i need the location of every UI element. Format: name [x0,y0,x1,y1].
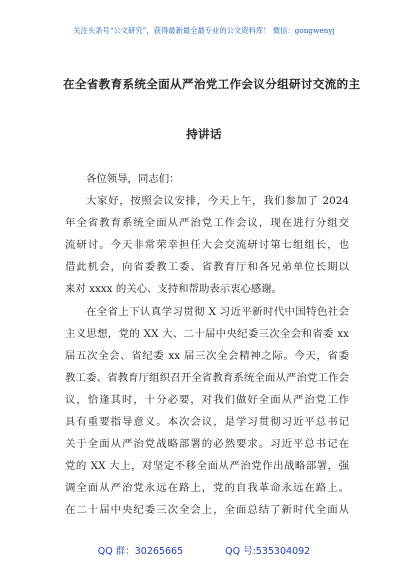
paragraph-1-line: 借此机会，向省委教工委、省教育厅和各兄弟单位长期以 [65,261,349,274]
qq-number: QQ 号:535304092 [225,546,311,557]
footer-contact [0,543,408,557]
paragraph-1-line: 来对 xxxx 的关心、支持和帮助表示衷心感谢。 [65,283,283,296]
document-title-line-1: 在全省教育系统全面从严治党工作会议分组研讨交流的主 [63,77,361,91]
paragraph-2-line: 具有重要指导意义。本次会议，是学习贯彻习近平总书记 [65,416,349,429]
paragraph-1-line: 流研讨。今天非常荣幸担任大会交流研讨第七组组长，也 [65,239,349,252]
qq-group: QQ 群：30265665 [97,546,184,557]
paragraph-2-line: 在全省上下认真学习贯彻 X 习近平新时代中国特色社会 [86,305,349,318]
promo-banner: 关注头条号“公文研究”，获得最新最全最专业的公文资料库！ 微信：gongwenyj [73,26,335,35]
salutation: 各位领导，同志们： [86,173,180,185]
paragraph-2-line: 党的 XX 大上，对坚定不移全面从严治党作出战略部署，强 [65,460,349,473]
paragraph-2-line: 调全面从严治党永远在路上，党的自我革命永远在路上。 [65,482,349,495]
paragraph-2-line: 关于全面从严治党战略部署的必然要求。习近平总书记在 [65,438,349,451]
paragraph-2-line: 议，恰逢其时，十分必要，对我们做好全面从严治党工作 [65,393,349,406]
paragraph-2-line: 主义思想，党的 XX 大、二十届中央纪委三次全会和省委 xx [65,327,349,340]
document-body [65,168,349,522]
paragraph-1-line: 年全省教育系统全面从严治党工作会议，现在进行分组交 [65,217,349,230]
paragraph-2-line: 在二十届中央纪委三次全会上，全面总结了新时代全面从 [65,504,349,517]
paragraph-1-line: 大家好，按照会议安排，今天上午，我们参加了 2024 [86,195,349,208]
paragraph-2-line: 届五次全会、省纪委 xx 届三次全会精神之际。今天，省委 [65,349,349,362]
document-title-line-2: 持讲话 [186,127,222,141]
paragraph-2-line: 教工委、省教育厅组织召开全省教育系统全面从严治党工作会 [65,371,349,384]
